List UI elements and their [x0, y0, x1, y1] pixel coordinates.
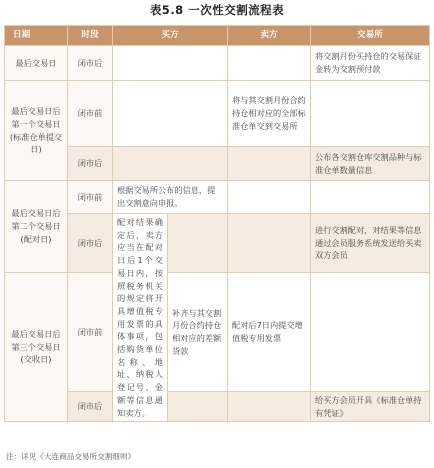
exchange-cell: 进行交割配对，对结果等信息通过会员服务系统发送给买卖双方会员	[311, 214, 430, 273]
date-cell: 最后交易日后第一个交易日(标准仓单提交日)	[5, 81, 68, 181]
session-cell: 闭市前	[68, 273, 113, 392]
buyer-cell-secondary	[168, 391, 228, 421]
delivery-flow-table	[4, 25, 430, 422]
session-cell: 闭市前	[68, 81, 113, 147]
buyer-cell	[113, 46, 228, 81]
header-date: 日期	[5, 26, 68, 46]
exchange-cell: 给买方会员开具《标准仓单持有凭证》	[311, 391, 430, 421]
table-row	[5, 46, 430, 81]
date-cell: 最后交易日后第二个交易日(配对日)	[5, 181, 68, 273]
date-cell: 最后交易日	[5, 46, 68, 81]
table-row	[5, 147, 430, 181]
exchange-cell	[311, 273, 430, 392]
table-row	[5, 391, 430, 421]
buyer-cell-secondary	[168, 214, 228, 273]
table-header-row	[5, 26, 430, 46]
table-row	[5, 181, 430, 214]
exchange-cell: 公布各交割仓库交割品种与标准仓单数量信息	[311, 147, 430, 181]
footnote: 注：详见《大连商品交易所交割细则》	[6, 452, 136, 461]
seller-cell: 配对后7日内提交增值税专用发票	[228, 273, 311, 392]
seller-cell	[228, 391, 311, 421]
date-cell: 最后交易日后第三个交易日(交收日)	[5, 273, 68, 422]
table-row	[5, 273, 430, 392]
session-cell: 闭市后	[68, 391, 113, 421]
table-row	[5, 214, 430, 273]
page-title: 表5.8 一次性交割流程表	[149, 3, 285, 17]
seller-cell	[228, 147, 311, 181]
buyer-cell: 配对结果确定后，卖方应当在配对日后1个交易日内，按照税务机关的规定将开具增值税专用发票的具体事项，包括购货单位名称、地址、纳税人登记号、金额等信息通知卖方。	[113, 214, 168, 422]
seller-cell	[228, 214, 311, 273]
header-seller: 卖方	[228, 26, 311, 46]
session-cell: 闭市后	[68, 46, 113, 81]
buyer-cell	[113, 81, 228, 147]
seller-cell: 将与其交割月份合约持仓相对应的全部标准仓单交到交易所	[228, 81, 311, 147]
exchange-cell	[311, 81, 430, 147]
buyer-cell	[113, 147, 228, 181]
header-session: 时段	[68, 26, 113, 46]
exchange-cell: 将交割月份买持仓的交易保证金转为交割预付款	[311, 46, 430, 81]
buyer-cell: 根据交易所公布的信息，提出交割意向申报。	[113, 181, 228, 214]
header-buyer: 买方	[113, 26, 228, 46]
session-cell: 闭市后	[68, 147, 113, 181]
seller-cell	[228, 46, 311, 81]
table-row	[5, 81, 430, 147]
session-cell: 闭市前	[68, 181, 113, 214]
exchange-cell	[311, 181, 430, 214]
buyer-cell-secondary: 补齐与其交割月份合约持仓相对应的差额货款	[168, 273, 228, 392]
header-exchange: 交易所	[311, 26, 430, 46]
seller-cell	[228, 181, 311, 214]
session-cell: 闭市后	[68, 214, 113, 273]
